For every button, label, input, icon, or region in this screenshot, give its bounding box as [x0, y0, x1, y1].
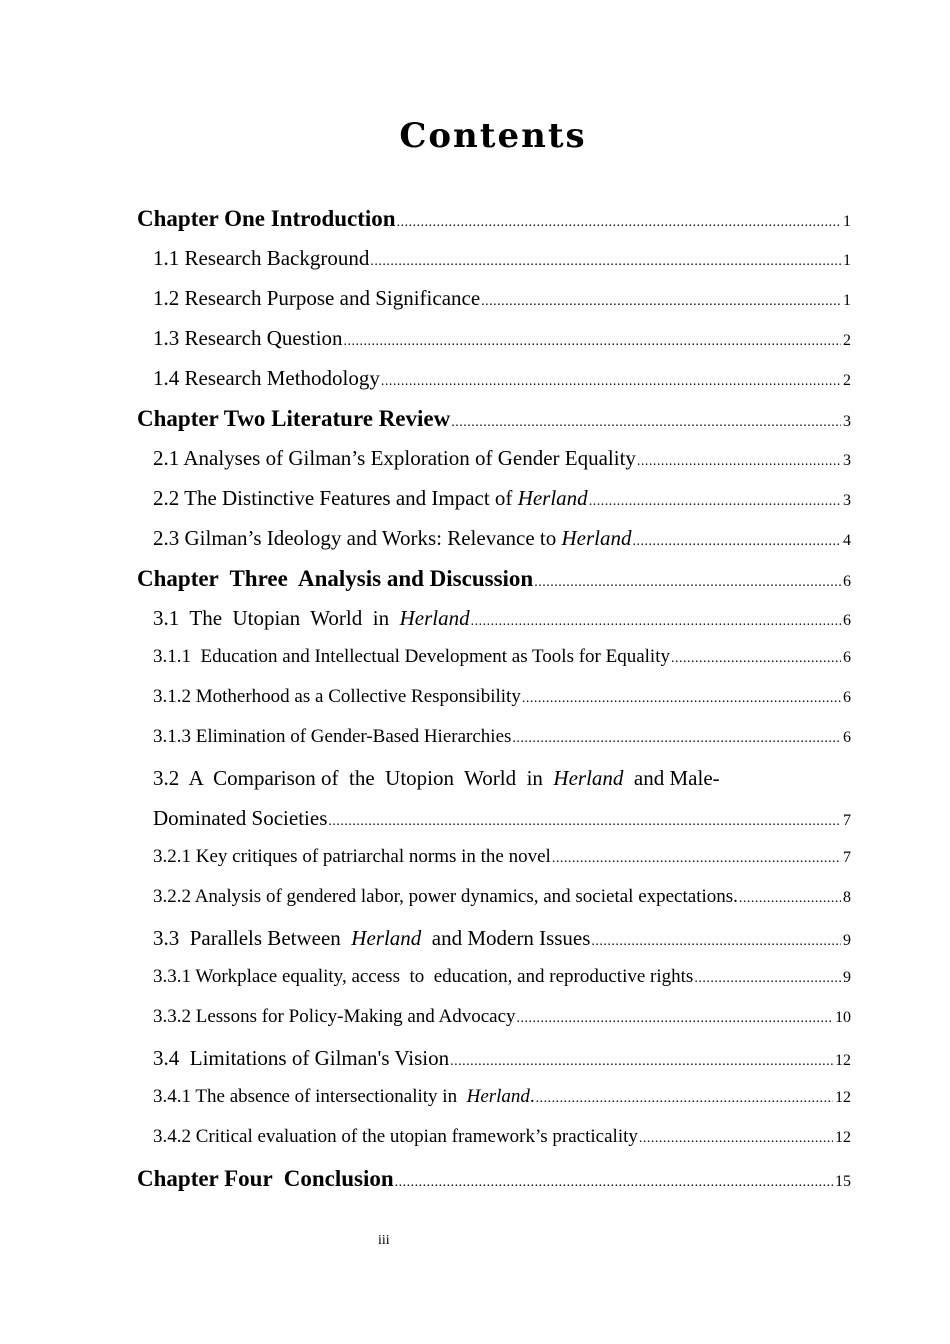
toc-entry-section[interactable]: [153, 246, 851, 271]
toc-page-number: 6: [843, 573, 851, 590]
toc-page-number: 1: [843, 252, 851, 269]
toc-entry-title: [153, 326, 343, 351]
toc-page-number: 2: [843, 372, 851, 389]
toc-entry-title: [153, 1126, 638, 1148]
toc-entry-label: Chapter Four Conclusion: [137, 1166, 394, 1191]
toc-page-number: 2: [843, 332, 851, 349]
toc-leader-dots: [694, 971, 841, 987]
toc-entry-title: [153, 446, 636, 471]
toc-entry-title: [153, 366, 380, 391]
toc-leader-dots: [633, 534, 841, 550]
toc-page-number: 12: [835, 1089, 851, 1106]
toc-entry-label: 3.3.2 Lessons for Policy-Making and Advocacy: [153, 1006, 516, 1027]
toc-page-number: 12: [835, 1129, 851, 1146]
toc-leader-dots: [471, 614, 841, 630]
footer-page-number: iii: [378, 1233, 390, 1248]
toc-entry-title: [153, 1006, 516, 1028]
toc-leader-dots: [395, 1175, 833, 1191]
toc-leader-dots: [450, 1054, 833, 1070]
toc-entry-section[interactable]: [153, 1046, 851, 1071]
toc-page-number: 6: [843, 649, 851, 666]
toc-entry-title: [153, 606, 470, 631]
toc-entry-section[interactable]: [153, 526, 851, 551]
toc-entry-sub[interactable]: [153, 1006, 851, 1028]
toc-entry-label: 3.4.2 Critical evaluation of the utopian framework’s practicality: [153, 1126, 638, 1147]
toc-entry-sub[interactable]: [153, 966, 851, 988]
toc-entry-label: 3.2.2 Analysis of gendered labor, power dynamics, and societal expectations.: [153, 886, 738, 907]
toc-entry-sub[interactable]: [153, 726, 851, 748]
toc-entry-section[interactable]: [153, 446, 851, 471]
toc-entry-chapter[interactable]: [137, 206, 851, 232]
toc-leader-dots: [591, 934, 841, 950]
toc-leader-dots: [451, 415, 841, 431]
toc-entry-label: 3.1.1 Education and Intellectual Development as Tools for Equality: [153, 646, 670, 667]
toc-entry-title: [153, 886, 738, 908]
toc-page-number: 6: [843, 612, 851, 629]
toc-entry-italic-title: Herland: [466, 1086, 530, 1107]
toc-leader-dots: [517, 1011, 833, 1027]
toc-entry-section[interactable]: [153, 366, 851, 391]
toc-entry-section[interactable]: [153, 486, 851, 511]
toc-leader-dots: [522, 691, 841, 707]
toc-leader-dots: [552, 851, 841, 867]
toc-entry-sub[interactable]: [153, 686, 851, 708]
toc-leader-dots: [534, 575, 841, 591]
toc-page-number: 9: [843, 932, 851, 949]
toc-entry-label: 3.1 The Utopian World in: [153, 606, 400, 630]
toc-page-number: 4: [843, 532, 851, 549]
toc-entry-title: [153, 286, 480, 311]
toc-entry-label: 3.4.1 The absence of intersectionality in: [153, 1086, 467, 1107]
toc-entry-label: 3.3 Parallels Between: [153, 926, 352, 950]
toc-entry-label: 3.3.1 Workplace equality, access to education, and reproductive rights: [153, 966, 694, 987]
toc-entry-label: 1.4 Research Methodology: [153, 366, 380, 390]
toc-page-number: 3: [843, 452, 851, 469]
toc-entry-italic-title: Herland: [561, 526, 632, 550]
toc-entry-label: 1.3 Research Question: [153, 326, 343, 350]
toc-entry-label-suffix: .: [529, 1086, 535, 1107]
toc-entry-label: 1.1 Research Background: [153, 246, 370, 270]
toc-entry-section[interactable]: [153, 286, 851, 311]
toc-entry-label-suffix: and Modern Issues: [421, 926, 591, 950]
toc-entry-title: [153, 526, 632, 551]
toc-entry-chapter[interactable]: [137, 566, 851, 592]
toc-entry-label: Chapter Three Analysis and Discussion: [137, 566, 534, 591]
toc-entry-label: Dominated Societies: [153, 806, 328, 830]
toc-entry-title: [137, 406, 450, 432]
toc-page-number: 1: [843, 213, 851, 230]
toc-page-number: 7: [843, 849, 851, 866]
toc-leader-dots: [328, 814, 841, 830]
toc-page-number: 6: [843, 689, 851, 706]
toc-entry-title: [137, 206, 396, 232]
toc-entry-sub[interactable]: [153, 1126, 851, 1148]
toc-leader-dots: [512, 731, 841, 747]
toc-entry-label: 3.1.2 Motherhood as a Collective Responsibility: [153, 686, 521, 707]
toc-entry-label-suffix: and Male-: [623, 766, 720, 790]
toc-entry-section[interactable]: [153, 606, 851, 631]
toc-leader-dots: [370, 254, 841, 270]
toc-entry-title: [153, 926, 590, 951]
toc-entry-section[interactable]: [153, 926, 851, 951]
toc-entry-label: 2.3 Gilman’s Ideology and Works: Relevance to: [153, 526, 562, 550]
toc-entry-label: 3.4 Limitations of Gilman's Vision: [153, 1046, 450, 1070]
toc-leader-dots: [381, 374, 841, 390]
toc-page-number: 15: [835, 1173, 851, 1190]
toc-leader-dots: [481, 294, 841, 310]
page-title: Contents: [399, 116, 587, 156]
toc-entry-title: [153, 726, 511, 748]
toc-page-number: 6: [843, 729, 851, 746]
toc-entry-title: [137, 566, 533, 592]
toc-entry-label: Chapter Two Literature Review: [137, 406, 451, 431]
toc-entry-section[interactable]: [153, 326, 851, 351]
toc-leader-dots: [739, 891, 841, 907]
toc-leader-dots: [397, 215, 841, 231]
toc-entry-chapter[interactable]: [137, 1166, 851, 1192]
toc-page-number: 3: [843, 413, 851, 430]
toc-entry-sub[interactable]: [153, 646, 851, 668]
toc-entry-title: [153, 246, 369, 271]
toc-entry-label: 3.2.1 Key critiques of patriarchal norms in the novel: [153, 846, 551, 867]
toc-entry-title: [153, 686, 521, 708]
toc-entry-label: 3.1.3 Elimination of Gender-Based Hierarchies: [153, 726, 512, 747]
toc-leader-dots: [344, 334, 841, 350]
toc-page-number: 3: [843, 492, 851, 509]
toc-entry-title: [153, 966, 693, 988]
toc-entry-italic-title: Herland: [351, 926, 422, 950]
toc-page-number: 12: [835, 1052, 851, 1069]
toc-entry-chapter[interactable]: [137, 406, 851, 432]
toc-leader-dots: [637, 454, 841, 470]
toc-entry-title: [153, 846, 551, 868]
toc-entry-label: 2.2 The Distinctive Features and Impact of: [153, 486, 518, 510]
toc-entry-title: [153, 486, 588, 511]
toc-entry-title: [137, 1166, 394, 1192]
toc-entry-text[interactable]: [153, 766, 720, 791]
toc-entry-title: [153, 1046, 449, 1071]
toc-page-number: 9: [843, 969, 851, 986]
toc-entry-italic-title: Herland: [399, 606, 470, 630]
toc-entry-label: Chapter One Introduction: [137, 206, 396, 231]
toc-page-number: 8: [843, 889, 851, 906]
toc-page-number: 1: [843, 292, 851, 309]
toc-entry-cont[interactable]: [153, 806, 851, 831]
toc-entry-title: [153, 806, 327, 831]
toc-entry-label: 3.2 A Comparison of the Utopion World in: [153, 766, 554, 790]
toc-entry-sub[interactable]: [153, 1086, 851, 1108]
toc-entry-italic-title: Herland: [517, 486, 588, 510]
toc-page-number: 7: [843, 812, 851, 829]
toc-entry-italic-title: Herland: [553, 766, 624, 790]
toc-entry-title: [153, 1086, 535, 1108]
toc-entry-sub[interactable]: [153, 846, 851, 868]
toc-entry-label: 2.1 Analyses of Gilman’s Exploration of Gender Equality: [153, 446, 636, 470]
toc-leader-dots: [536, 1091, 833, 1107]
toc-leader-dots: [671, 651, 841, 667]
toc-entry-title: [153, 646, 670, 668]
toc-leader-dots: [589, 494, 841, 510]
toc-leader-dots: [639, 1131, 833, 1147]
toc-page-number: 10: [835, 1009, 851, 1026]
toc-entry-label: 1.2 Research Purpose and Significance: [153, 286, 481, 310]
toc-entry-sub[interactable]: [153, 886, 851, 908]
